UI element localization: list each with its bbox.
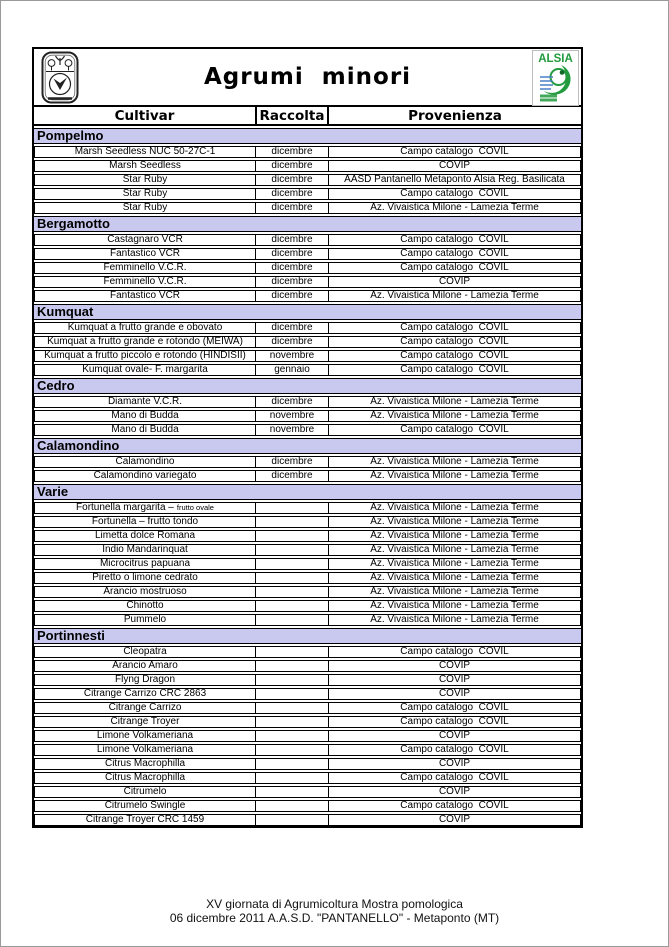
- table-row: [34, 290, 581, 302]
- table-body: [34, 128, 581, 826]
- provenienza-cell: Az. Vivaistica Milone - Lamezia Terme: [370, 457, 539, 467]
- cultivar-cell: Fortunella margarita – frutto ovale: [76, 503, 214, 513]
- table-row: [34, 262, 581, 274]
- provenienza-cell: Campo catalogo COVIL: [400, 745, 509, 755]
- table-row: [34, 702, 581, 714]
- provenienza-cell: Az. Vivaistica Milone - Lamezia Terme: [370, 601, 539, 611]
- cultivar-cell: Citrange Carrizo CRC 2863: [83, 689, 207, 699]
- table-row: [34, 396, 581, 408]
- table-row: [34, 322, 581, 334]
- raccolta-cell: [255, 615, 329, 625]
- cultivar-small-suffix: frutto ovale: [176, 503, 214, 512]
- cultivar-cell: Citrange Troyer: [110, 717, 180, 727]
- provenienza-cell: Az. Vivaistica Milone - Lamezia Terme: [370, 203, 539, 213]
- provenienza-cell: Az. Vivaistica Milone - Lamezia Terme: [370, 545, 539, 555]
- raccolta-cell: dicembre: [255, 277, 329, 287]
- alsia-logo: [532, 50, 579, 106]
- raccolta-cell: dicembre: [255, 249, 329, 259]
- cultivar-cell: Mano di Budda: [111, 425, 179, 435]
- provenienza-cell: COVIP: [438, 689, 471, 699]
- cultivar-cell: Piretto o limone cedrato: [92, 573, 198, 583]
- provenienza-cell: Campo catalogo COVIL: [400, 365, 509, 375]
- table-row: [34, 516, 581, 528]
- cultivar-cell: Marsh Seedless: [109, 161, 181, 171]
- provenienza-cell: Campo catalogo COVIL: [400, 647, 509, 657]
- provenienza-cell: Az. Vivaistica Milone - Lamezia Terme: [370, 559, 539, 569]
- table-row: [34, 530, 581, 542]
- raccolta-cell: [255, 689, 329, 699]
- cultivar-cell: Indio Mandarinquat: [102, 545, 188, 555]
- provenienza-cell: Campo catalogo COVIL: [400, 425, 509, 435]
- table-row: [34, 424, 581, 436]
- cultivar-cell: Marsh Seedless NUC 50-27C-1: [74, 147, 216, 157]
- raccolta-cell: [255, 517, 329, 527]
- table-row: [34, 558, 581, 570]
- cultivar-cell: Microcitrus papuana: [99, 559, 191, 569]
- table-row: [34, 758, 581, 770]
- raccolta-cell: novembre: [255, 411, 329, 421]
- raccolta-cell: [255, 587, 329, 597]
- section-header-portinnesti: Portinnesti: [34, 628, 581, 644]
- column-header-cultivar: Cultivar: [114, 107, 175, 124]
- provenienza-cell: Az. Vivaistica Milone - Lamezia Terme: [370, 503, 539, 513]
- cultivar-cell: Kumquat a frutto grande e obovato: [67, 323, 223, 333]
- raccolta-cell: dicembre: [255, 337, 329, 347]
- table-row: [34, 364, 581, 376]
- raccolta-cell: [255, 731, 329, 741]
- table-row: [34, 600, 581, 612]
- raccolta-cell: dicembre: [255, 147, 329, 157]
- table-row: [34, 470, 581, 482]
- raccolta-cell: dicembre: [255, 235, 329, 245]
- section-header-pompelmo: Pompelmo: [34, 128, 581, 144]
- cultivar-cell: Castagnaro VCR: [107, 235, 183, 245]
- cultivar-cell: Limone Volkameriana: [96, 745, 194, 755]
- table-row: [34, 276, 581, 288]
- raccolta-cell: [255, 815, 329, 825]
- cultivar-cell: Cleopatra: [123, 647, 167, 657]
- provenienza-cell: Az. Vivaistica Milone - Lamezia Terme: [370, 471, 539, 481]
- cultivar-cell: Arancio Amaro: [112, 661, 178, 671]
- provenienza-cell: Campo catalogo COVIL: [400, 263, 509, 273]
- cultivar-cell: Citrus Macrophilla: [104, 759, 186, 769]
- cultivar-cell: Chinotto: [126, 601, 164, 611]
- cultivar-cell: Citrumelo: [123, 787, 167, 797]
- footer-line-2: 06 dicembre 2011 A.A.S.D. "PANTANELLO" - Metaponto (MT): [169, 910, 500, 925]
- cultivar-cell: Arancio mostruoso: [103, 587, 187, 597]
- table-row: [34, 786, 581, 798]
- cultivar-cell: Calamondino: [115, 457, 175, 467]
- provenienza-cell: COVIP: [438, 731, 471, 741]
- raccolta-cell: [255, 559, 329, 569]
- footer-line-1: XV giornata di Agrumicoltura Mostra pomologica: [206, 897, 463, 911]
- table-row: [34, 730, 581, 742]
- cultivar-cell: Star Ruby: [122, 203, 168, 213]
- cultivar-cell: Pummelo: [123, 615, 167, 625]
- provenienza-cell: Az. Vivaistica Milone - Lamezia Terme: [370, 573, 539, 583]
- cultivar-cell: Calamondino variegato: [93, 471, 197, 481]
- cultivar-cell: Fortunella – frutto tondo: [91, 517, 199, 527]
- provenienza-cell: COVIP: [438, 277, 471, 287]
- raccolta-cell: [255, 675, 329, 685]
- table-row: [34, 248, 581, 260]
- raccolta-cell: dicembre: [255, 161, 329, 171]
- provenienza-cell: Campo catalogo COVIL: [400, 351, 509, 361]
- provenienza-cell: AASD Pantanello Metaponto Alsia Reg. Basilicata: [344, 175, 565, 185]
- section-header-bergamotto: Bergamotto: [34, 216, 581, 232]
- section-header-kumquat: Kumquat: [34, 304, 581, 320]
- cultivar-cell: Star Ruby: [122, 175, 168, 185]
- raccolta-cell: dicembre: [255, 397, 329, 407]
- document-table: [32, 47, 583, 828]
- provenienza-cell: Az. Vivaistica Milone - Lamezia Terme: [370, 411, 539, 421]
- raccolta-cell: gennaio: [255, 365, 329, 375]
- cultivar-cell: Star Ruby: [122, 189, 168, 199]
- table-row: [34, 350, 581, 362]
- provenienza-cell: Az. Vivaistica Milone - Lamezia Terme: [370, 397, 539, 407]
- raccolta-cell: dicembre: [255, 263, 329, 273]
- column-header-raccolta: Raccolta: [255, 107, 329, 124]
- provenienza-cell: COVIP: [438, 161, 471, 171]
- raccolta-cell: dicembre: [255, 189, 329, 199]
- section-header-calamondino: Calamondino: [34, 438, 581, 454]
- alsia-logo-text: ALSIA: [538, 53, 573, 65]
- cultivar-cell: Citrumelo Swingle: [104, 801, 186, 811]
- raccolta-cell: dicembre: [255, 291, 329, 301]
- cultivar-cell: Kumquat ovale- F. margarita: [82, 365, 208, 375]
- table-row: [34, 614, 581, 626]
- raccolta-cell: [255, 745, 329, 755]
- provenienza-cell: COVIP: [438, 661, 471, 671]
- raccolta-cell: novembre: [255, 351, 329, 361]
- table-row: [34, 174, 581, 186]
- provenienza-cell: Az. Vivaistica Milone - Lamezia Terme: [370, 615, 539, 625]
- raccolta-cell: [255, 801, 329, 811]
- section-header-varie: Varie: [34, 484, 581, 500]
- cultivar-cell: Femminello V.C.R.: [103, 263, 187, 273]
- section-header-cedro: Cedro: [34, 378, 581, 394]
- table-row: [34, 572, 581, 584]
- provenienza-cell: Campo catalogo COVIL: [400, 189, 509, 199]
- raccolta-cell: [255, 647, 329, 657]
- page-footer: [1, 898, 668, 925]
- page-title: Agrumi minori: [203, 64, 412, 90]
- provenienza-cell: Campo catalogo COVIL: [400, 337, 509, 347]
- provenienza-cell: Campo catalogo COVIL: [400, 703, 509, 713]
- provenienza-cell: Campo catalogo COVIL: [400, 717, 509, 727]
- table-row: [34, 202, 581, 214]
- cultivar-cell: Citrange Troyer CRC 1459: [85, 815, 205, 825]
- provenienza-cell: Campo catalogo COVIL: [400, 801, 509, 811]
- table-row: [34, 234, 581, 246]
- table-row: [34, 160, 581, 172]
- cultivar-cell: Kumquat a frutto grande e rotondo (MEIWA): [47, 337, 243, 347]
- raccolta-cell: [255, 759, 329, 769]
- provenienza-cell: Campo catalogo COVIL: [400, 235, 509, 245]
- cultivar-cell: Citrus Macrophilla: [104, 773, 186, 783]
- table-row: [34, 188, 581, 200]
- raccolta-cell: dicembre: [255, 323, 329, 333]
- table-row: [34, 688, 581, 700]
- raccolta-cell: [255, 703, 329, 713]
- table-row: [34, 586, 581, 598]
- raccolta-cell: [255, 773, 329, 783]
- table-row: [34, 744, 581, 756]
- cultivar-cell: Fantastico VCR: [109, 249, 181, 259]
- provenienza-cell: Az. Vivaistica Milone - Lamezia Terme: [370, 291, 539, 301]
- raccolta-cell: dicembre: [255, 471, 329, 481]
- provenienza-cell: COVIP: [438, 787, 471, 797]
- raccolta-cell: [255, 573, 329, 583]
- provenienza-cell: Az. Vivaistica Milone - Lamezia Terme: [370, 517, 539, 527]
- cultivar-cell: Limone Volkameriana: [96, 731, 194, 741]
- cultivar-cell: Flyng Dragon: [114, 675, 176, 685]
- provenienza-cell: COVIP: [438, 815, 471, 825]
- table-row: [34, 772, 581, 784]
- table-row: [34, 410, 581, 422]
- title-band: [34, 49, 581, 107]
- cultivar-cell: Citrange Carrizo: [108, 703, 182, 713]
- provenienza-cell: Campo catalogo COVIL: [400, 147, 509, 157]
- raccolta-cell: [255, 531, 329, 541]
- column-header-provenienza: Provenienza: [408, 107, 502, 124]
- table-row: [34, 146, 581, 158]
- raccolta-cell: dicembre: [255, 203, 329, 213]
- cultivar-cell: Mano di Budda: [111, 411, 179, 421]
- cultivar-cell: Femminello V.C.R.: [103, 277, 187, 287]
- table-row: [34, 544, 581, 556]
- raccolta-cell: [255, 787, 329, 797]
- raccolta-cell: [255, 661, 329, 671]
- table-row: [34, 336, 581, 348]
- table-row: [34, 716, 581, 728]
- cultivar-cell: Limetta dolce Romana: [94, 531, 196, 541]
- table-row: [34, 814, 581, 826]
- raccolta-cell: dicembre: [255, 457, 329, 467]
- cultivar-cell: Diamante V.C.R.: [107, 397, 183, 407]
- provenienza-cell: COVIP: [438, 675, 471, 685]
- table-row: [34, 660, 581, 672]
- cultivar-cell: Kumquat a frutto piccolo e rotondo (HINDISII): [44, 351, 246, 361]
- raccolta-cell: [255, 717, 329, 727]
- raccolta-cell: [255, 601, 329, 611]
- provenienza-cell: Campo catalogo COVIL: [400, 773, 509, 783]
- column-header-row: [34, 107, 581, 126]
- provenienza-cell: Az. Vivaistica Milone - Lamezia Terme: [370, 587, 539, 597]
- raccolta-cell: [255, 503, 329, 513]
- table-row: [34, 502, 581, 514]
- table-row: [34, 456, 581, 468]
- provenienza-cell: Campo catalogo COVIL: [400, 323, 509, 333]
- table-row: [34, 646, 581, 658]
- provenienza-cell: Az. Vivaistica Milone - Lamezia Terme: [370, 531, 539, 541]
- cultivar-cell: Fantastico VCR: [109, 291, 181, 301]
- table-row: [34, 674, 581, 686]
- raccolta-cell: [255, 545, 329, 555]
- provenienza-cell: COVIP: [438, 759, 471, 769]
- raccolta-cell: novembre: [255, 425, 329, 435]
- raccolta-cell: dicembre: [255, 175, 329, 185]
- table-row: [34, 800, 581, 812]
- provenienza-cell: Campo catalogo COVIL: [400, 249, 509, 259]
